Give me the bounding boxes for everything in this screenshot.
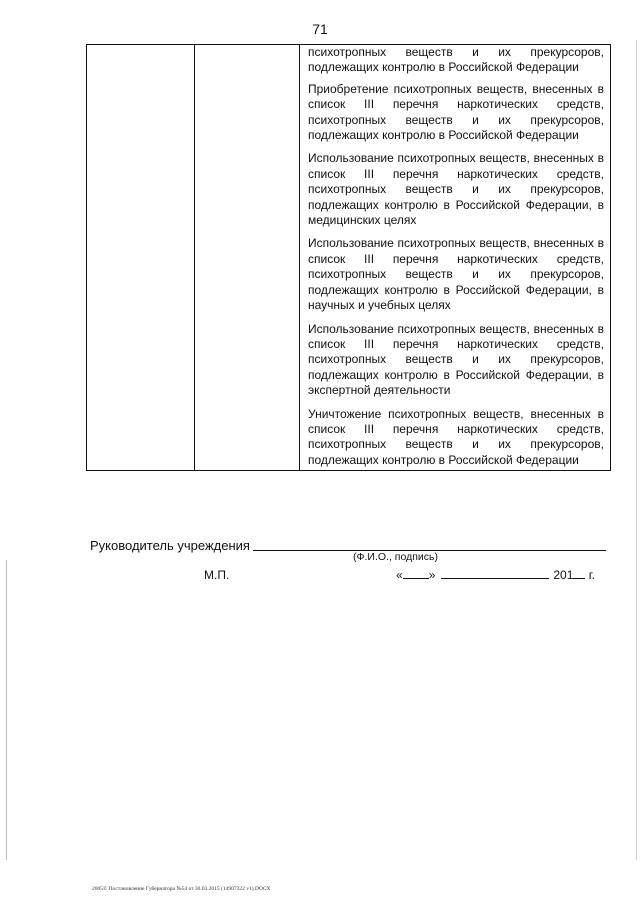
signature-caption: (Ф.И.О., подпись) (353, 551, 438, 563)
activity-entry: Использование психотропных веществ, внесенных в список III перечня наркотических средств, психотропных веществ и их прекурсоров, подлежащих контролю в Российской Федерации, в медицинских целях (308, 151, 604, 228)
date-year-prefix: 201 (553, 568, 574, 582)
page-number: 71 (312, 21, 328, 37)
table-row (87, 45, 611, 471)
table-cell-activities (300, 45, 611, 471)
date-month-blank (441, 566, 549, 579)
table-cell-empty-2 (195, 45, 300, 471)
activity-entry: Приобретение психотропных веществ, внесенных в список III перечня наркотических средств, психотропных веществ и их прекурсоров, подлежащих контролю в Российской Федерации (308, 81, 604, 143)
activity-entry: Уничтожение психотропных веществ, внесенных в список III перечня наркотических средств, психотропных веществ и их прекурсоров, подлежащих контролю в Российской Федерации (308, 406, 604, 467)
scan-edge-left (6, 560, 7, 860)
scan-edge-right (636, 40, 637, 860)
activities-table (86, 44, 611, 471)
date-day-blank (403, 566, 429, 579)
date-year-suffix: г. (588, 568, 595, 582)
signer-label: Руководитель учреждения (90, 538, 250, 553)
table-cell-empty-1 (87, 45, 195, 471)
date-open-quote: « (396, 568, 403, 582)
date-close-quote: » (428, 568, 436, 582)
stamp-label: М.П. (204, 568, 230, 582)
activity-entry: Использование психотропных веществ, внесенных в список III перечня наркотических средств, психотропных веществ и их прекурсоров, подлежащих контролю в Российской Федерации, в научных и учебных целях (308, 236, 604, 313)
footer-note: 2005© Постановление Губернатора №54 от 30.03.2015 (14907322 v1).DOCX (92, 886, 271, 892)
date-row (396, 566, 595, 582)
activity-entry: психотропных веществ и их прекурсоров, подлежащих контролю в Российской Федерации (308, 45, 604, 75)
activity-entry: Использование психотропных веществ, внесенных в список III перечня наркотических средств, психотропных веществ и их прекурсоров, подлежащих контролю в Российской Федерации, в экспертной деятельности (308, 321, 604, 398)
date-year-blank (573, 566, 585, 579)
